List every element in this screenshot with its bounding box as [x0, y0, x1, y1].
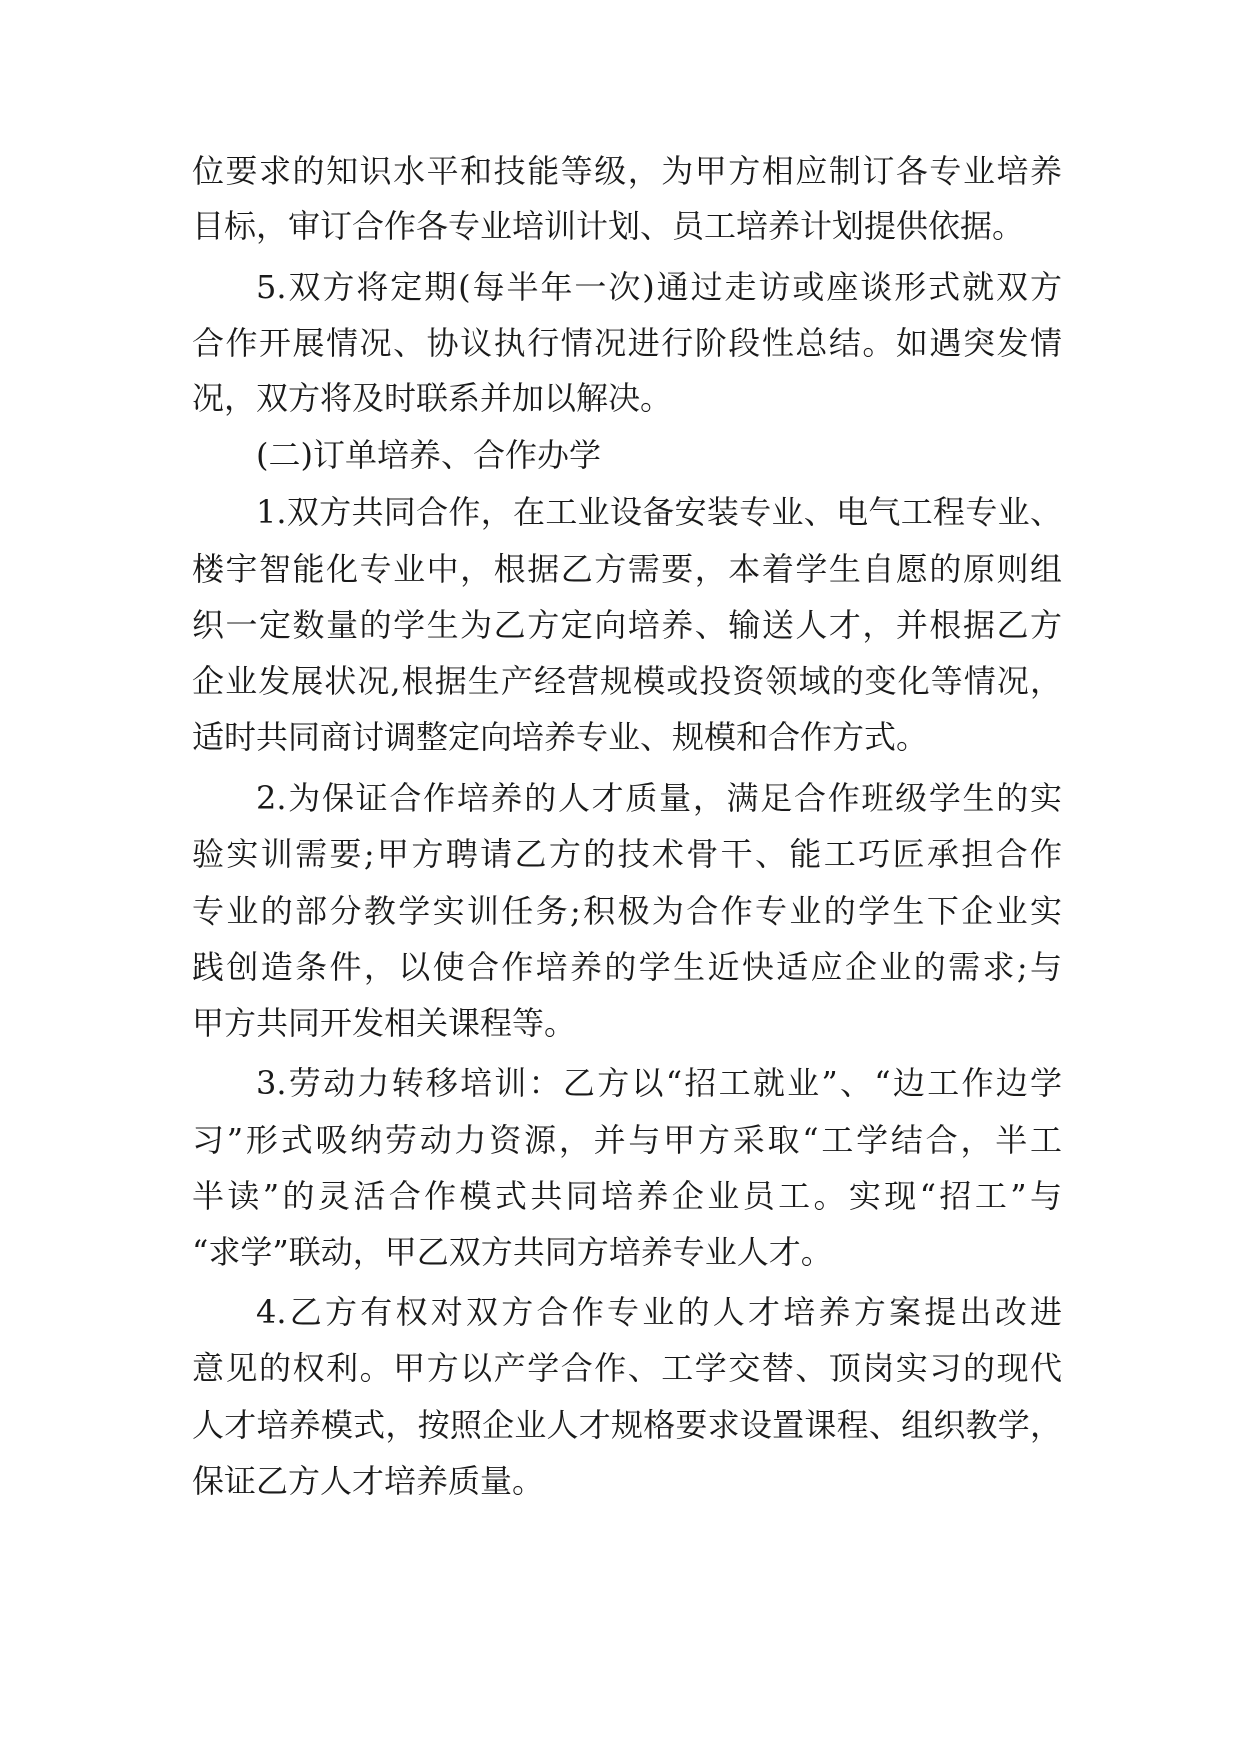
text-line-19: 半读”的灵活合作模式共同培养企业员工。实现“招工”与: [192, 1177, 1062, 1215]
text-line-9: 织一定数量的学生为乙方定向培养、输送人才，并根据乙方: [192, 606, 1062, 644]
text-line-8: 楼宇智能化专业中，根据乙方需要，本着学生自愿的原则组: [192, 550, 1062, 588]
text-line-7: 1.双方共同合作，在工业设备安装专业、电气工程专业、: [256, 493, 1062, 531]
text-line-23: 人才培养模式，按照企业人才规格要求设置课程、组织教学，: [192, 1406, 1062, 1444]
text-line-4: 合作开展情况、协议执行情况进行阶段性总结。如遇突发情: [192, 324, 1062, 362]
text-line-11: 适时共同商讨调整定向培养专业、规模和合作方式。: [192, 718, 929, 756]
text-line-20: “求学”联动，甲乙双方共同方培养专业人才。: [192, 1233, 833, 1271]
text-line-15: 践创造条件，以使合作培养的学生近快适应企业的需求;与: [192, 948, 1062, 986]
text-line-10: 企业发展状况,根据生产经营规模或投资领域的变化等情况，: [192, 662, 1062, 700]
text-line-3: 5.双方将定期(每半年一次)通过走访或座谈形式就双方: [256, 268, 1062, 306]
text-line-17: 3.劳动力转移培训：乙方以“招工就业”、“边工作边学: [256, 1064, 1062, 1102]
text-line-24: 保证乙方人才培养质量。: [192, 1462, 545, 1500]
text-line-1: 位要求的知识水平和技能等级，为甲方相应制订各专业培养: [192, 152, 1062, 190]
text-line-21: 4.乙方有权对双方合作专业的人才培养方案提出改进: [256, 1293, 1062, 1331]
section-heading: (二)订单培养、合作办学: [256, 436, 601, 474]
text-line-16: 甲方共同开发相关课程等。: [192, 1004, 577, 1042]
text-line-2: 目标，审订合作各专业培训计划、员工培养计划提供依据。: [192, 207, 1025, 245]
text-line-12: 2.为保证合作培养的人才质量，满足合作班级学生的实: [256, 779, 1062, 817]
text-line-13: 验实训需要;甲方聘请乙方的技术骨干、能工巧匠承担合作: [192, 835, 1062, 873]
text-line-18: 习”形式吸纳劳动力资源，并与甲方采取“工学结合，半工: [192, 1121, 1062, 1159]
text-line-5: 况，双方将及时联系并加以解决。: [192, 379, 673, 417]
text-line-22: 意见的权利。甲方以产学合作、工学交替、顶岗实习的现代: [192, 1349, 1062, 1387]
text-line-14: 专业的部分教学实训任务;积极为合作专业的学生下企业实: [192, 892, 1062, 930]
